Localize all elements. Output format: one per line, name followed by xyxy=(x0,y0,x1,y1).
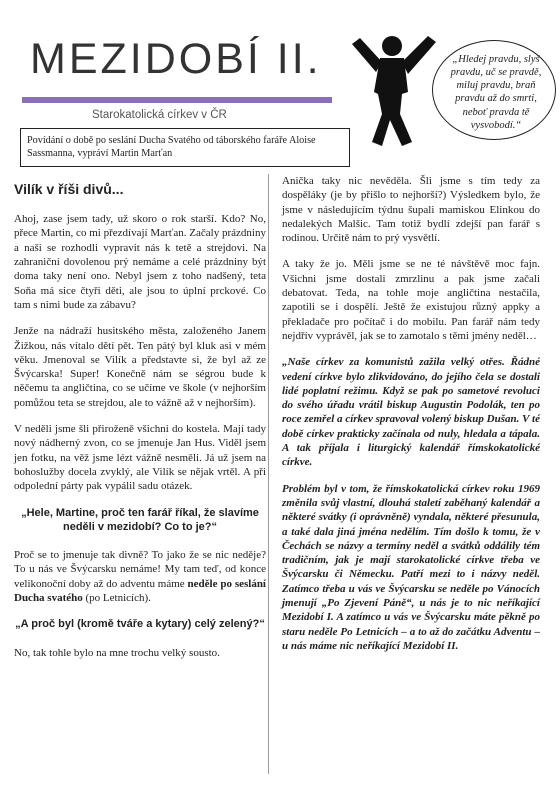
bold-text: neděle po seslání Ducha svatého xyxy=(14,577,266,605)
paragraph: Ahoj, zase jsem tady, už skoro o rok starší. Kdo? No, přece Martin, co mi přezdívají Marťan. Začaly prázdniny a naši se rozhodli vypravit nás k tetě a strejdovi. Na zahraniční dovolenou prý nemáme a celé prázdniny být doma taky není ono. Nebyl jsem z toho nadšený, teta Soňa má sice čtyři děti, ale jsou to úplní prckové. Co tam s nimi bude za zábavu? xyxy=(14,213,266,311)
subtitle: Starokatolická církev v ČR xyxy=(92,109,227,121)
intro-box: Povídání o době po seslání Ducha Svatého od táborského faráře Aloise Sassmanna, vypráví Martin Marťan xyxy=(20,128,350,167)
title-underline-bar xyxy=(22,97,332,103)
quote-paragraph: Problém byl v tom, že římskokatolická církev roku 1969 změnila svůj vlastní, dlouhá staletí zaběhaný kalendář a některé svátky (i oprávněně) vyndala, některé přesunula, a také dala jiná jména nedělím. Tím došlo k tomu, že v Čechách se názvy a termíny neděl a svátků oddálily tém tradičním, jak je mají starokatolické církve třeba ve Švýcarsku či Německu. Patří mezi to i názvy neděl. Zatímco třeba u vás ve Švýcarsku se neděle po Vánocích jmenují „Po Zjevení Páně“, u nás je to nic neříkající Mezidobí I. A zatímco u vás ve Švýcarsku máte pěkně po staru neděle Po Letnicích – a to až do začátku Adventu – u nás máme nic neříkající Mezidobí II. xyxy=(282,482,540,652)
question-heading: „Hele, Martine, proč ten farář říkal, že slavíme neděli v mezidobí? Co to je?“ xyxy=(21,506,259,533)
column-divider xyxy=(268,174,269,774)
left-column xyxy=(14,174,266,672)
paragraph: No, tak tohle bylo na mne trochu velký sousto. xyxy=(14,646,220,659)
magazine-title: MEZIDOBÍ II. xyxy=(30,35,322,83)
article-title: Vilík v říši divů... xyxy=(14,181,124,197)
paragraph: A taky že jo. Měli jsme se ne té návštěvě moc fajn. Všichni jsme dostali zmrzlinu a pak jsme začali debatovat. Teda, na tohle moje angličtina nestačila, zapotili se i dospělí. Ještě že existujou různý appky a překladače pro počítač i do mobilu. Pan farář nám tedy nejdřív vyprávěl, jak se to zamotalo s těmi jmény neděl… xyxy=(282,258,540,342)
paragraph xyxy=(14,548,266,605)
right-column xyxy=(282,174,540,665)
motto-text: „Hledej pravdu, slyš pravdu, uč se pravdě, miluj pravdu, braň pravdu až do smrti, neboť pravda tě vysvobodí.“ xyxy=(450,54,542,131)
text-run: Proč se to jmenuje tak divně? To jako že se nic neděje? To u nás ve Švýcarsku nemáme! My tam teď, od konce velikonoční doby až do adventu máme xyxy=(14,549,266,590)
quote-paragraph: „Naše církev za komunistů zažila velký otřes. Řádné vedení církve bylo zlikvidováno, do jejího čela se dostali lidé poplatní režimu. Když se pak po sametové revoluci do svého úřadu vrátil biskup Augustin Podolák, ten po roce zemřel a církev spravoval volený biskup Dušan. V té době církev prakticky začínala od nuly, hledala a tápala. A tak příjala i liturgický kalendář římskokatolické církve. xyxy=(282,356,540,469)
paragraph: Jenže na nádraží husitského města, založeného Janem Žižkou, nás vítalo dětí pět. Ten pátý byl kluk asi v mém věku. Jmenoval se Vilík a představte si, že byl až ze Švýcarska! Super! Konečně nám se ségrou bude k něčemu ta angličtina, co se učíme ve škole (v nejhorším pomůžou teta se strejdou, ale to vážně až v nejhorším). xyxy=(14,325,266,409)
text-run: (po Letnicích). xyxy=(82,592,151,605)
question-heading: „A proč byl (kromě tváře a kytary) celý zelený?“ xyxy=(15,618,265,631)
paragraph: V neděli jsme šli přiroženě všichni do kostela. Mají tady nový nádherný zvon, co se jmenuje Jan Hus. Viděl jsem jen fotku, na věž jsme lézt vážně nesměli. Já už jsem na bohoslužby docela zvyklý, ale Vilík se nějak vrtěl. A při odpolední párty pak vypálil sadu otázek. xyxy=(14,423,266,493)
paragraph: Anička taky nic nevěděla. Šli jsme s tím tedy za dospěláky (je by přišlo to nejhorší?) Výsledkem bylo, že jsme v následujícím týdnu šupali mamiskou Elinkou do nedalekých Malšic. Tam totiž bydlí zdejší pan farář s rodinou. Určitě nám to prý vysvětlí. xyxy=(282,175,540,245)
motto-bubble xyxy=(432,40,556,140)
